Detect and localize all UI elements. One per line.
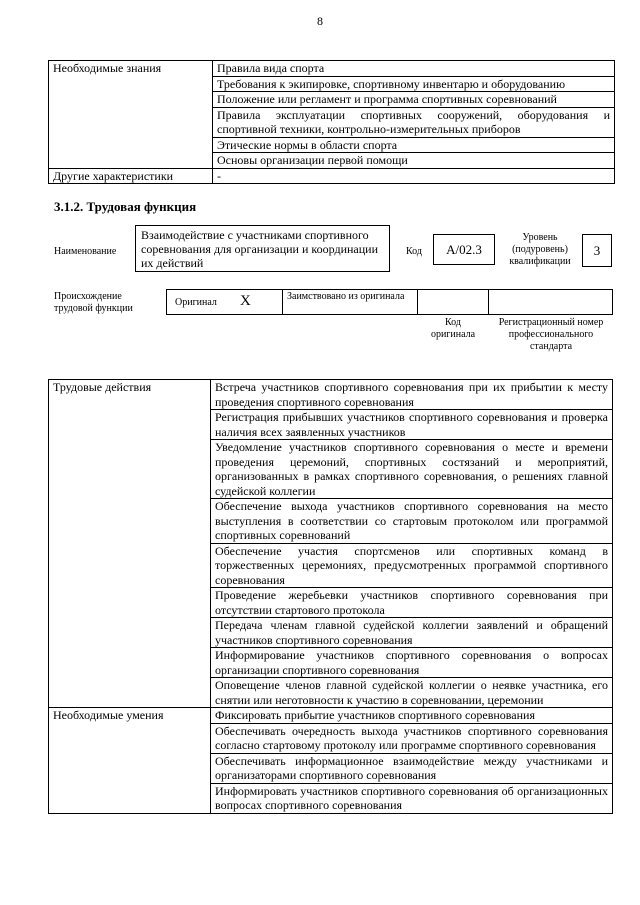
regnum-caption: Регистрационный номер профессионального стандарта <box>498 317 604 352</box>
row-label: Необходимые знания <box>49 61 213 169</box>
borrowed-label: Заимствовано из оригинала <box>287 291 405 302</box>
origin-label: Происхождение трудовой функции <box>54 291 133 314</box>
table-cell: Уведомление участников спортивного соревнования о месте и времени проведения церемоний, спортивных состязаний и мероприятий, организованных в рамках спортивного соревнования, о решениях главной судейской коллегии <box>211 440 613 499</box>
divider <box>488 289 489 315</box>
name-value: Взаимодействие с участниками спортивного соревнования для организации и координации их действий <box>135 225 390 272</box>
code-label: Код <box>406 246 422 257</box>
table-cell: Регистрация прибывших участников спортивного соревнования и проверка наличия всех заявленных участников <box>211 410 613 440</box>
table-row <box>49 708 613 724</box>
page-number: 8 <box>317 14 323 28</box>
section-heading: 3.1.2. Трудовая функция <box>54 199 197 214</box>
table-cell: Положение или регламент и программа спортивных соревнований <box>213 92 615 108</box>
code-value: А/02.3 <box>433 234 495 265</box>
table-cell: Обеспечение выхода участников спортивного соревнования на место выступления в соответствии со стартовым протоколом или программой спортивных соревнований <box>211 499 613 544</box>
table-row <box>49 61 615 77</box>
divider <box>282 289 283 315</box>
table-cell: Обеспечивать информационное взаимодействие между участниками и организаторами спортивного соревнования <box>211 753 613 783</box>
original-mark: X <box>240 293 251 309</box>
table-cell: Передача членам главной судейской коллегии заявлений и обращений участников спортивного соревнования <box>211 618 613 648</box>
table-cell: Проведение жеребьевки участников спортивного соревнования при отсутствии стартового протокола <box>211 588 613 618</box>
table-cell: Встреча участников спортивного соревнования при их прибытии к месту проведения спортивного соревнования <box>211 380 613 410</box>
table-cell: Информирование участников спортивного соревнования о вопросах организации спортивного соревнования <box>211 648 613 678</box>
row-label: Другие характеристики <box>49 168 213 184</box>
divider <box>417 289 418 315</box>
actions-table <box>48 379 613 814</box>
table-row <box>49 168 615 184</box>
table-cell: Фиксировать прибытие участников спортивного соревнования <box>211 708 613 724</box>
row-label: Трудовые действия <box>49 380 211 708</box>
table-cell: Обеспечивать очередность выхода участников спортивного соревнования согласно стартовому протоколу или программе спортивного соревнования <box>211 723 613 753</box>
table-cell: Основы организации первой помощи <box>213 153 615 169</box>
level-value: 3 <box>582 234 612 267</box>
table-cell: Информировать участников спортивного соревнования об организационных вопросах спортивного соревнования <box>211 783 613 813</box>
knowledge-table <box>48 60 615 184</box>
table-row <box>49 380 613 410</box>
table-cell: Оповещение членов главной судейской коллегии о неявке участника, его снятии или неготовности к участию в соревновании, церемонии <box>211 678 613 708</box>
table-cell: Правила вида спорта <box>213 61 615 77</box>
table-cell: Обеспечение участия спортсменов или спортивных команд в торжественных церемониях, предусмотренных программой спортивного соревнования <box>211 543 613 588</box>
name-label: Наименование <box>54 246 117 257</box>
table-cell: Требования к экипировке, спортивному инвентарю и оборудованию <box>213 76 615 92</box>
table-cell: Правила эксплуатации спортивных сооружений, оборудования и спортивной техники, контрольно-измерительных приборов <box>213 107 615 137</box>
code-caption: Код оригинала <box>430 317 476 340</box>
level-label: Уровень (подуровень) квалификации <box>509 232 571 267</box>
table-cell: Этические нормы в области спорта <box>213 137 615 153</box>
original-label: Оригинал <box>175 297 217 308</box>
table-cell: - <box>213 168 615 184</box>
row-label: Необходимые умения <box>49 708 211 814</box>
